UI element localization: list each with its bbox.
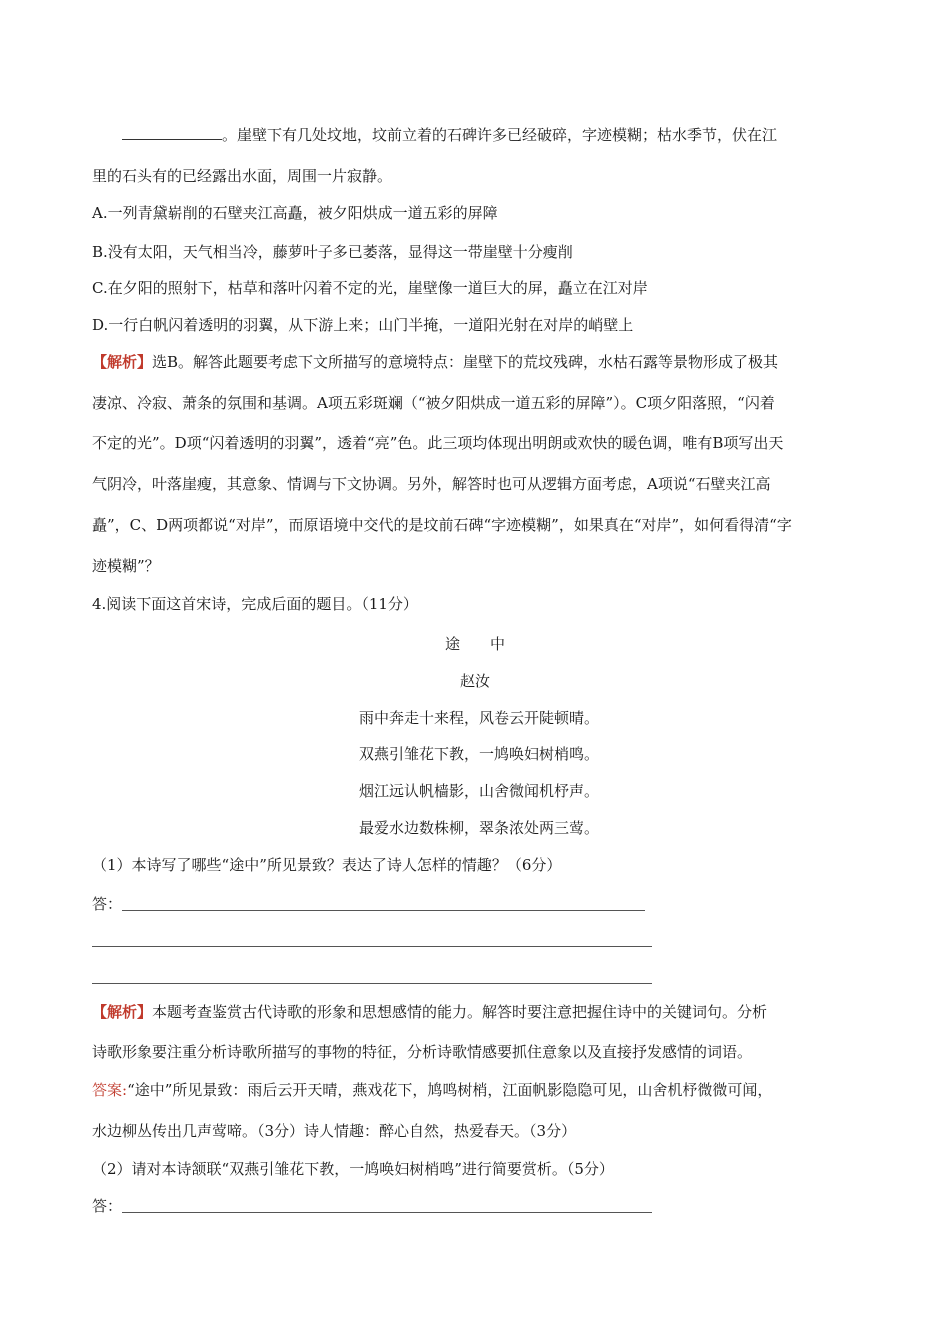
passage-line-1	[122, 124, 777, 145]
sub-question-2: （2）请对本诗颔联“双燕引雏花下教，一鸠唤妇树梢鸣”进行简要赏析。（5分）	[92, 1160, 614, 1178]
passage-text: 。崖壁下有几处坟地，坟前立着的石碑许多已经破碎，字迹模糊；枯水季节，伏在江	[222, 126, 778, 144]
answer-line	[122, 910, 645, 911]
poem-author: 赵汝	[459, 672, 490, 690]
passage-line-2: 里的石头有的已经露出水面，周围一片寂静。	[92, 167, 393, 185]
answer-line-1	[92, 1080, 772, 1100]
analysis-tag: 【解析】	[92, 353, 153, 371]
analysis-1-line-5: 矗”，C、D两项都说“对岸”，而原语境中交代的是坟前石碑“字迹模糊”，如果真在“对岸”，如何看得清“字	[92, 516, 792, 534]
answer-text: “途中”所见景致：雨后云开天晴，燕戏花下，鸠鸣树梢，江面帆影隐隐可见，山舍机杼微微可闻，	[127, 1081, 773, 1099]
analysis-tag: 【解析】	[92, 1003, 153, 1021]
poem-title: 途 中	[444, 635, 505, 653]
analysis-1-line-1	[92, 352, 778, 372]
analysis-1-line-4: 气阴冷，叶落崖瘦，其意象、情调与下文协调。另外，解答时也可从逻辑方面考虑，A项说“石壁夹江高	[92, 475, 771, 493]
question-4-prompt: 4.阅读下面这首宋诗，完成后面的题目。（11分）	[92, 595, 418, 613]
option-b: B.没有太阳，天气相当冷，藤萝叶子多已萎落，显得这一带崖壁十分瘦削	[92, 243, 573, 261]
analysis-2-line-2: 诗歌形象要注重分析诗歌所描写的事物的特征，分析诗歌情感要抓住意象以及直接抒发感情的词语。	[92, 1043, 753, 1061]
option-c: C.在夕阳的照射下，枯草和落叶闪着不定的光，崖壁像一道巨大的屏，矗立在江对岸	[92, 279, 648, 297]
analysis-1-line-2: 凄凉、冷寂、萧条的氛围和基调。A项五彩斑斓（“被夕阳烘成一道五彩的屏障”）。C项夕阳落照，“闪着	[92, 394, 775, 412]
poem-line-1: 雨中奔走十来程，风卷云开陡顿晴。	[359, 709, 600, 727]
sub-question-1: （1）本诗写了哪些“途中”所见景致？表达了诗人怎样的情趣？（6分）	[92, 856, 562, 874]
option-d: D.一行白帆闪着透明的羽翼，从下游上来；山门半掩，一道阳光射在对岸的峭壁上	[92, 316, 634, 334]
poem-line-4: 最爱水边数株柳，翠条浓处两三莺。	[359, 819, 600, 837]
answer-tag: 答案:	[92, 1081, 128, 1099]
analysis-text: 选B。解答此题要考虑下文所描写的意境特点：崖壁下的荒坟残碑，水枯石露等景物形成了极其	[152, 353, 779, 371]
analysis-1-line-6: 迹模糊”？	[92, 557, 160, 575]
answer-label-2: 答：	[92, 1197, 123, 1215]
answer-line	[92, 946, 652, 947]
option-a: A.一列青黛崭削的石壁夹江高矗，被夕阳烘成一道五彩的屏障	[92, 204, 498, 222]
analysis-1-line-3: 不定的光”。D项“闪着透明的羽翼”，透着“亮”色。此三项均体现出明朗或欢快的暖色调，唯有B项写出天	[92, 434, 784, 452]
fill-blank	[122, 124, 222, 140]
answer-line	[92, 983, 652, 984]
answer-label-1: 答：	[92, 895, 123, 913]
poem-line-2: 双燕引雏花下教，一鸠唤妇树梢鸣。	[359, 745, 600, 763]
answer-line-2: 水边柳丛传出几声莺啼。（3分）诗人情趣：醉心自然，热爱春天。（3分）	[92, 1122, 577, 1140]
poem-line-3: 烟江远认帆樯影，山舍微闻机杼声。	[359, 782, 600, 800]
analysis-2-line-1	[92, 1002, 767, 1022]
answer-line	[122, 1212, 652, 1213]
analysis-text: 本题考查鉴赏古代诗歌的形象和思想感情的能力。解答时要注意把握住诗中的关键词句。分析	[152, 1003, 768, 1021]
